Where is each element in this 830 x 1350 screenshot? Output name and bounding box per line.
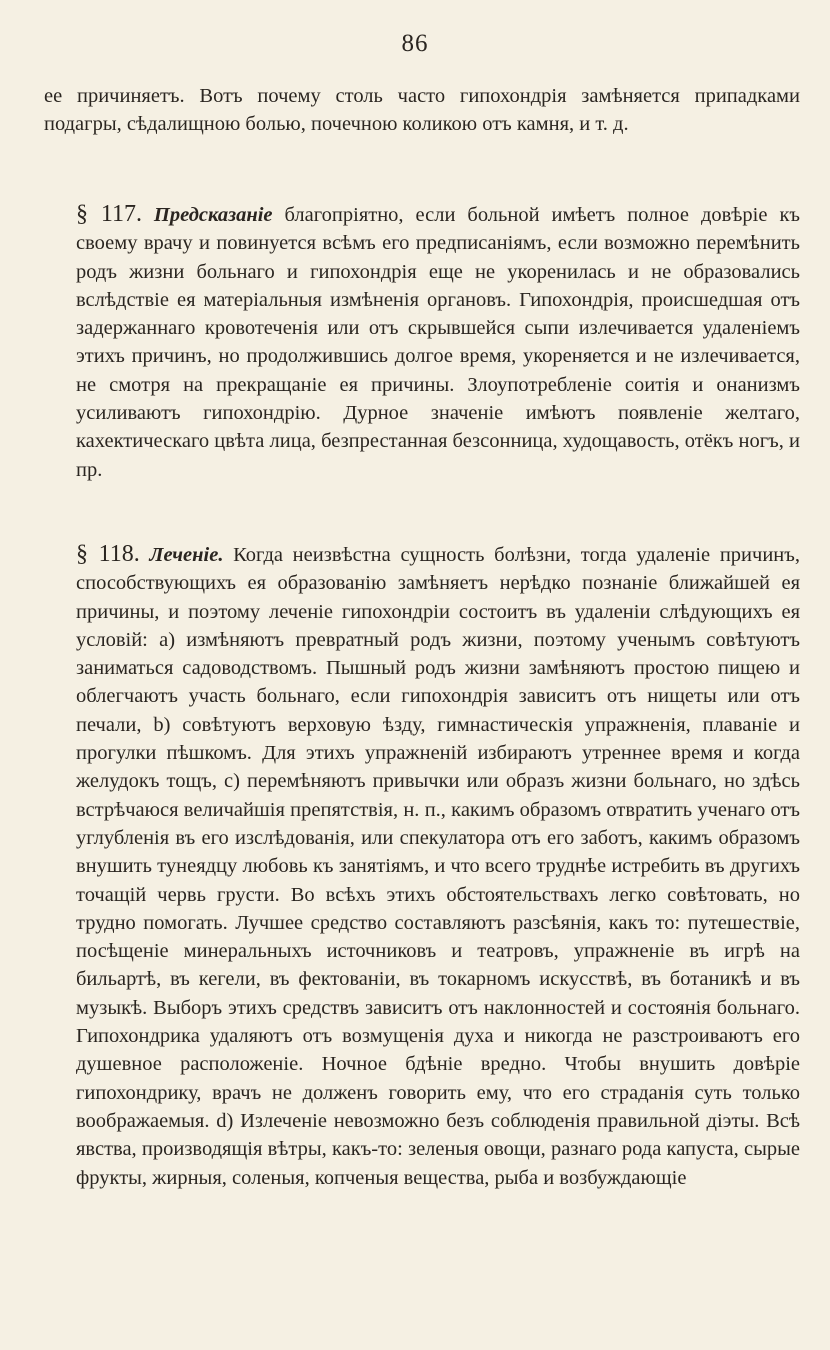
- section-118-paragraph: [44, 540, 800, 1192]
- section-117-text: благопріятно, если больной имѣетъ полное довѣріе къ своему врачу и повинуется всѣмъ его предписаніямъ, если возможно перемѣнить родъ жизни больнаго и гипохондрія еще не укоренилась и не образовались вслѣдствіе ея матеріальныя измѣненія органовъ. Гипохондрія, происшедшая отъ задержаннаго кровотеченія или отъ скрывшейся сыпи излечивается удаленіемъ этихъ причинъ, но продолжившись долгое время, укореняется и не излечивается, не смотря на прекращаніе ея причины. Злоупотребленіе соитія и онанизмъ усиливаютъ гипохондрію. Дурное значеніе имѣютъ появленіе желтаго, кахектическаго цвѣта лица, безпрестанная безсонница, худощавость, отёкъ ногъ, и пр.: [76, 204, 801, 481]
- section-118-title: Леченіе.: [149, 544, 224, 566]
- section-117-mark: § 117.: [76, 201, 142, 227]
- intro-text: ее причиняетъ. Вотъ почему столь часто гипохондрія замѣняется припадками подагры, сѣдалищною болью, почечною коликою отъ камня, и т. д.: [44, 85, 800, 136]
- section-118: [44, 540, 800, 1192]
- section-117-paragraph: [44, 200, 800, 484]
- section-118-mark: § 118.: [76, 541, 140, 567]
- section-118-text: Когда неизвѣстна сущность болѣзни, тогда удаленіе причинъ, способствующихъ ея образованію замѣняетъ нерѣдко познаніе ближайшей ея причины, и поэтому леченіе гипохондріи состоитъ въ удаленіи слѣдующихъ ея условій: a) измѣняютъ превратный родъ жизни, поэтому ученымъ совѣтуютъ заниматься садоводствомъ. Пышный родъ жизни замѣняютъ простою пищею и облегчаютъ участь больнаго, если гипохондрія зависитъ отъ нищеты или отъ печали, b) совѣтуютъ верховую ѣзду, гимнастическія упражненія, плаваніе и прогулки пѣшкомъ. Для этихъ упражненій избираютъ утреннее время и когда желудокъ тощъ, c) перемѣняютъ привычки или образъ жизни больнаго, но здѣсь встрѣчаюся величайшія препятствія, н. п., какимъ образомъ отвратить ученаго отъ углубленія въ его изслѣдованія, или спекулатора отъ его заботъ, какимъ образомъ внушить тунеядцу любовь къ занятіямъ, и что всего труднѣе истребить въ другихъ точащій червь грусти. Во всѣхъ этихъ обстоятельствахъ легко совѣтовать, но трудно помогать. Лучшее средство составляютъ разсѣянія, какъ то: путешествіе, посѣщеніе минеральныхъ источниковъ и театровъ, упражненіе въ игрѣ на бильартѣ, въ кегели, въ фектованіи, въ токарномъ искусствѣ, въ ботаникѣ и въ музыкѣ. Выборъ этихъ средствъ зависитъ отъ наклонностей и состоянія больнаго. Гипохондрика удаляютъ отъ возмущенія духа и никогда не разстроиваютъ его душевное расположеніе. Ночное бдѣніе вредно. Чтобы внушить довѣріе гипохондрику, врачъ не долженъ говорить ему, что его страданія суть только воображаемыя. d) Излеченіе невозможно безъ соблюденія правильной діэты. Всѣ явства, производящія вѣтры, какъ-то: зеленыя овощи, разнаго рода капуста, сырые фрукты, жирныя, соленыя, копченыя вещества, рыба и возбуждающіе: [76, 544, 800, 1189]
- section-117: [44, 200, 800, 484]
- intro-paragraph: [44, 82, 800, 139]
- page-number: 86: [401, 30, 429, 57]
- section-117-title: Предсказаніе: [153, 204, 273, 226]
